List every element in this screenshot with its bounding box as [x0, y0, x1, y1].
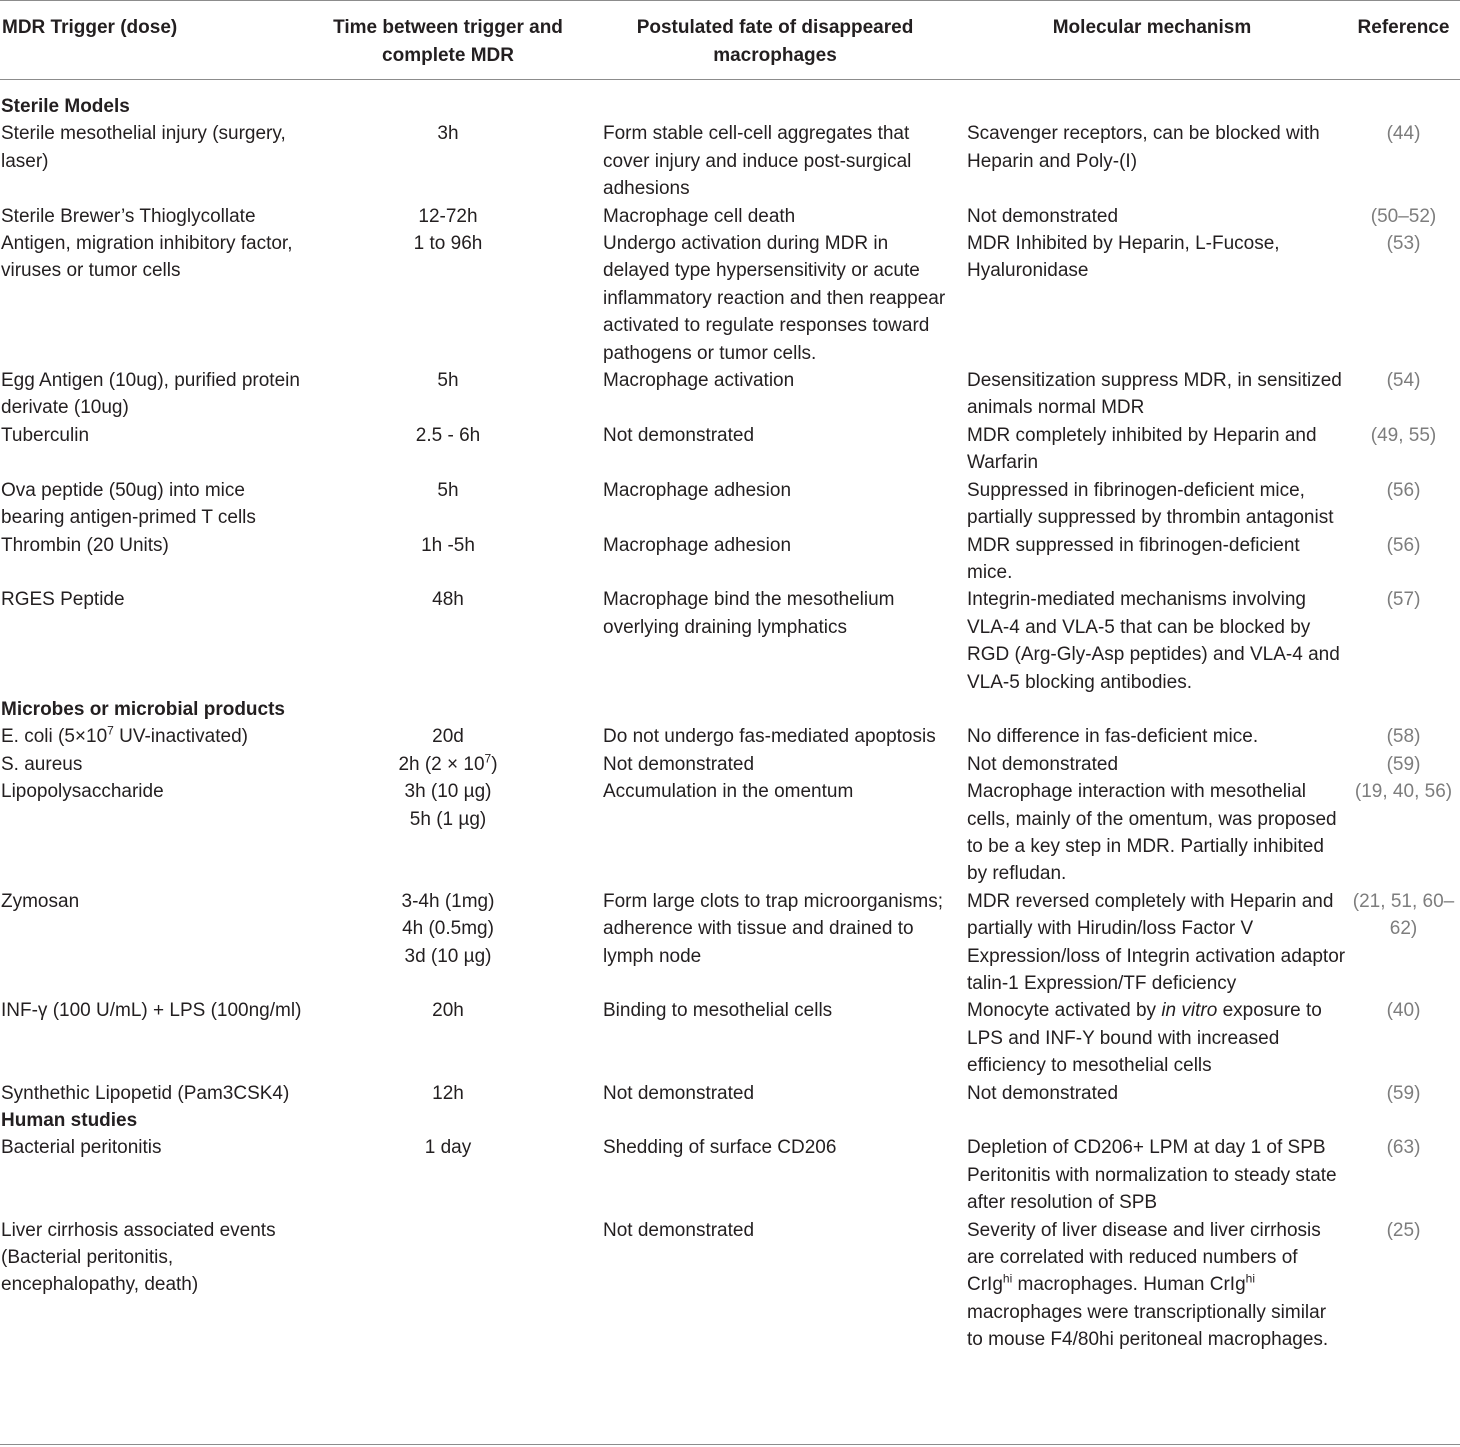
fate-text: Form large clots to trap microorganisms; adherence with tissue and drained to lymph node	[603, 890, 943, 967]
mechanism-cell	[957, 367, 1347, 422]
reference-link[interactable]: 59	[1392, 753, 1415, 775]
reference-link[interactable]: 59	[1392, 1082, 1415, 1104]
trigger-text: Ova peptide (50ug) into mice bearing antigen-primed T cells	[1, 479, 256, 529]
table-row	[0, 888, 1460, 998]
fate-text: Macrophage adhesion	[603, 534, 792, 556]
header-row	[0, 1, 1460, 80]
trigger-text: Thrombin (20 Units)	[1, 534, 169, 556]
fate-text: Do not undergo fas-mediated apoptosis	[603, 726, 936, 748]
time-cell	[303, 230, 593, 367]
mechanism-text: Macrophage interaction with mesothelial cells, mainly of the omentum, was proposed to be a key step in MDR. Partially inhibited by refludan.	[967, 781, 1337, 885]
mechanism-cell	[957, 230, 1347, 367]
time-cell	[303, 723, 593, 750]
reference-cell: (58)	[1386, 726, 1421, 748]
reference-cell: (19, 40, 56)	[1354, 781, 1453, 803]
reference-cell: (59)	[1386, 1082, 1421, 1104]
reference-link[interactable]: 58	[1392, 726, 1415, 748]
trigger-text: Bacterial peritonitis	[1, 1137, 162, 1159]
trigger-text: S. aureus	[1, 753, 83, 775]
time-cell	[303, 1080, 593, 1107]
trigger-cell	[0, 888, 303, 998]
reference-link[interactable]: 49	[1377, 424, 1399, 446]
table-row	[0, 367, 1460, 422]
mechanism-text: Integrin-mediated mechanisms involving VLA-4 and VLA-5 that can be blocked by RGD (Arg-Gly-Asp peptides) and VLA-4 and VLA-5 blocking antibodies.	[967, 589, 1340, 693]
trigger-text-after: UV-inactivated)	[113, 726, 248, 748]
mechanism-text: Severity of liver disease and liver cirrhosis are correlated with reduced numbers of CrIg	[967, 1219, 1321, 1296]
reference-cell: (54)	[1386, 370, 1421, 392]
table-row	[0, 532, 1460, 587]
fate-cell	[593, 203, 957, 230]
fate-text: Form stable cell-cell aggregates that cover injury and induce post-surgical adhesions	[603, 123, 912, 200]
trigger-cell	[0, 1134, 303, 1216]
mechanism-text: Scavenger receptors, can be blocked with Heparin and Poly-(I)	[967, 123, 1320, 172]
trigger-cell	[0, 1080, 303, 1107]
mechanism-sup: hi	[1245, 1272, 1255, 1287]
table-row	[0, 422, 1460, 477]
trigger-text: Zymosan	[1, 890, 80, 912]
trigger-cell	[0, 723, 303, 750]
fate-text: Not demonstrated	[603, 753, 755, 775]
fate-cell	[593, 1134, 957, 1216]
header-mechanism: Molecular mechanism	[957, 1, 1347, 80]
fate-text: Macrophage bind the mesothelium overlying draining lymphatics	[603, 589, 895, 638]
fate-cell	[593, 532, 957, 587]
trigger-sup: 7	[107, 724, 114, 739]
mechanism-cell	[957, 888, 1347, 998]
mechanism-text: Desensitization suppress MDR, in sensitized animals normal MDR	[967, 370, 1342, 419]
fate-text: Not demonstrated	[603, 1082, 755, 1104]
time-cell	[303, 586, 593, 696]
fate-cell	[593, 230, 957, 367]
time-text: 20h	[432, 1000, 464, 1022]
mechanism-text-after: exposure to LPS and INF-Y bound with increased efficiency to mesothelial cells	[967, 1000, 1322, 1077]
time-cell	[303, 203, 593, 230]
table-row	[0, 586, 1460, 696]
reference-link[interactable]: 51	[1390, 890, 1412, 912]
time-text: 2h (2 × 10	[398, 753, 485, 775]
fate-cell	[593, 723, 957, 750]
time-cell	[303, 997, 593, 1079]
mechanism-text: Not demonstrated	[967, 1082, 1119, 1104]
trigger-cell	[0, 367, 303, 422]
trigger-text: RGES Peptide	[1, 589, 125, 611]
mechanism-text: MDR completely inhibited by Heparin and Warfarin	[967, 424, 1317, 474]
time-cell	[303, 120, 593, 202]
time-text: 20d	[432, 726, 464, 748]
trigger-text: Egg Antigen (10ug), purified protein derivate (10ug)	[1, 370, 300, 419]
reference-cell: (25)	[1386, 1219, 1421, 1241]
header-trigger: MDR Trigger (dose)	[0, 1, 303, 80]
section-row	[0, 80, 1460, 121]
fate-cell	[593, 120, 957, 202]
trigger-text: Sterile mesothelial injury (surgery, laser)	[1, 123, 286, 172]
time-cell	[303, 778, 593, 888]
mechanism-em: in vitro	[1161, 1000, 1218, 1022]
reference-link[interactable]: 40	[1392, 781, 1415, 803]
fate-cell	[593, 586, 957, 696]
trigger-cell	[0, 203, 303, 230]
header-time: Time between trigger and complete MDR	[303, 1, 593, 80]
fate-text: Shedding of surface CD206	[603, 1137, 837, 1159]
trigger-cell	[0, 120, 303, 202]
table-row	[0, 203, 1460, 230]
mechanism-cell	[957, 751, 1347, 778]
reference-link[interactable]: 25	[1392, 1219, 1415, 1241]
reference-link[interactable]: 53	[1392, 233, 1415, 255]
header-reference: Reference	[1347, 1, 1460, 80]
table-row	[0, 778, 1460, 888]
reference-cell: (59)	[1386, 753, 1421, 775]
mechanism-cell	[957, 997, 1347, 1079]
mechanism-text: Monocyte activated by	[967, 1000, 1162, 1022]
table-row	[0, 1217, 1460, 1354]
mechanism-text-after: macrophages. Human CrIg	[1012, 1274, 1246, 1296]
fate-cell	[593, 997, 957, 1079]
fate-cell	[593, 751, 957, 778]
section-title: Microbes or microbial products	[1, 698, 285, 720]
mechanism-sup: hi	[1002, 1272, 1013, 1287]
time-text: 12-72h	[418, 205, 478, 227]
time-text: 1 to 96h	[413, 233, 483, 255]
time-text: 48h	[432, 589, 464, 611]
mechanism-cell	[957, 778, 1347, 888]
table-body	[0, 80, 1460, 1354]
reference-cell: (56)	[1386, 479, 1421, 501]
reference-cell: (50–52)	[1370, 205, 1437, 227]
trigger-text: Lipopolysaccharide	[1, 781, 164, 803]
reference-link[interactable]: 19	[1361, 781, 1383, 803]
trigger-cell	[0, 751, 303, 778]
time-cell	[303, 422, 593, 477]
fate-text: Undergo activation during MDR in delayed type hypersensitivity or acute inflammatory reaction and then reappear activated to regulate responses toward pathogens or tumor cells.	[603, 233, 946, 364]
reference-cell: (44)	[1386, 123, 1421, 145]
mechanism-text: Not demonstrated	[967, 753, 1119, 775]
mechanism-text: No difference in fas-deficient mice.	[967, 726, 1259, 748]
time-cell	[303, 532, 593, 587]
bottom-rule	[0, 1444, 1460, 1445]
fate-cell	[593, 367, 957, 422]
reference-link[interactable]: 56	[1392, 479, 1415, 501]
trigger-text: INF-γ (100 U/mL) + LPS (100ng/ml)	[1, 1000, 302, 1022]
section-row	[0, 696, 1460, 723]
trigger-text: Liver cirrhosis associated events (Bacterial peritonitis, encephalopathy, death)	[1, 1219, 276, 1296]
fate-cell	[593, 422, 957, 477]
mechanism-text: Suppressed in fibrinogen-deficient mice, partially suppressed by thrombin antagonist	[967, 479, 1334, 529]
mechanism-cell	[957, 1134, 1347, 1216]
mechanism-cell	[957, 1217, 1347, 1354]
trigger-cell	[0, 586, 303, 696]
fate-cell	[593, 778, 957, 888]
time-text: 1 day	[424, 1137, 472, 1159]
reference-link[interactable]: 63	[1392, 1137, 1415, 1159]
mechanism-cell	[957, 203, 1347, 230]
table-row	[0, 1080, 1460, 1107]
time-line: 3d (10 µg)	[404, 945, 492, 967]
mechanism-cell	[957, 422, 1347, 477]
reference-link[interactable]: 56	[1424, 781, 1446, 803]
reference-link[interactable]: 50–52	[1377, 205, 1430, 227]
fate-text: Not demonstrated	[603, 1219, 755, 1241]
header-fate: Postulated fate of disappeared macrophages	[593, 1, 957, 80]
reference-cell: (63)	[1386, 1137, 1421, 1159]
time-text: 2.5 - 6h	[415, 424, 481, 446]
fate-text: Binding to mesothelial cells	[603, 1000, 833, 1022]
table-row	[0, 997, 1460, 1079]
table-row	[0, 1134, 1460, 1216]
mechanism-text: MDR reversed completely with Heparin and partially with Hirudin/loss Factor V Expression/loss of Integrin activation adaptor talin-1 Expression/TF deficiency	[967, 890, 1346, 994]
fate-cell	[593, 477, 957, 532]
mechanism-cell	[957, 586, 1347, 696]
trigger-cell	[0, 422, 303, 477]
fate-text: Not demonstrated	[603, 424, 755, 446]
trigger-text: Tuberculin	[1, 424, 90, 446]
trigger-cell	[0, 477, 303, 532]
trigger-text: Synthethic Lipopetid (Pam3CSK4)	[1, 1082, 290, 1104]
time-line: 5h (1 µg)	[409, 808, 487, 830]
time-line: 4h (0.5mg)	[402, 918, 494, 940]
mechanism-text: MDR Inhibited by Heparin, L-Fucose, Hyaluronidase	[967, 233, 1280, 282]
reference-link[interactable]: 57	[1392, 589, 1415, 611]
table-row	[0, 723, 1460, 750]
table-row	[0, 120, 1460, 202]
mechanism-cell	[957, 1080, 1347, 1107]
time-cell	[303, 367, 593, 422]
reference-link[interactable]: 40	[1392, 1000, 1415, 1022]
fate-text: Macrophage adhesion	[603, 479, 792, 501]
table-row	[0, 230, 1460, 367]
table-header	[0, 1, 1460, 80]
reference-cell: (49, 55)	[1370, 424, 1437, 446]
trigger-cell	[0, 532, 303, 587]
reference-cell: (40)	[1386, 1000, 1421, 1022]
trigger-cell	[0, 997, 303, 1079]
time-text: 1h -5h	[421, 534, 475, 556]
trigger-cell	[0, 230, 303, 367]
mechanism-cell	[957, 532, 1347, 587]
fate-text: Accumulation in the omentum	[603, 781, 854, 803]
mechanism-cell	[957, 120, 1347, 202]
time-cell	[303, 888, 593, 998]
time-cell	[303, 1217, 593, 1354]
reference-cell: (57)	[1386, 589, 1421, 611]
section-row	[0, 1107, 1460, 1134]
table-row	[0, 751, 1460, 778]
fate-cell	[593, 1217, 957, 1354]
time-text: 5h	[437, 370, 459, 392]
fate-text: Macrophage cell death	[603, 205, 796, 227]
reference-link[interactable]: 54	[1392, 370, 1415, 392]
reference-link[interactable]: 55	[1408, 424, 1430, 446]
trigger-text: E. coli (5×10	[1, 726, 108, 748]
reference-link[interactable]: 60–62	[1389, 890, 1455, 940]
reference-link[interactable]: 56	[1392, 534, 1415, 556]
table-row	[0, 477, 1460, 532]
trigger-text: Sterile Brewer’s Thioglycollate	[1, 205, 256, 227]
time-text-after: )	[491, 753, 498, 775]
time-cell	[303, 1134, 593, 1216]
time-cell	[303, 477, 593, 532]
trigger-cell	[0, 778, 303, 888]
mechanism-cell	[957, 723, 1347, 750]
mechanism-text: MDR suppressed in fibrinogen-deficient mice.	[967, 534, 1300, 583]
time-text: 12h	[432, 1082, 464, 1104]
trigger-cell	[0, 1217, 303, 1354]
fate-text: Macrophage activation	[603, 370, 795, 392]
reference-cell: (21, 51, 60–62)	[1352, 890, 1455, 940]
time-text: 3h	[437, 123, 459, 145]
reference-link[interactable]: 21	[1359, 890, 1381, 912]
fate-cell	[593, 888, 957, 998]
mechanism-text-after: macrophages were transcriptionally similar to mouse F4/80hi peritoneal macrophages.	[967, 1301, 1329, 1351]
time-text: 5h	[437, 479, 459, 501]
reference-cell: (56)	[1386, 534, 1421, 556]
mechanism-cell	[957, 477, 1347, 532]
section-title: Human studies	[1, 1110, 138, 1132]
time-sup: 7	[484, 751, 492, 766]
mechanism-text: Depletion of CD206+ LPM at day 1 of SPB Peritonitis with normalization to steady state after resolution of SPB	[967, 1137, 1337, 1214]
time-line: 3h (10 µg)	[404, 781, 492, 803]
fate-cell	[593, 1080, 957, 1107]
reference-link[interactable]: 44	[1392, 123, 1415, 145]
trigger-text: Antigen, migration inhibitory factor, viruses or tumor cells	[1, 233, 293, 282]
reference-cell: (53)	[1386, 233, 1421, 255]
mechanism-text: Not demonstrated	[967, 205, 1119, 227]
section-title: Sterile Models	[1, 96, 130, 117]
time-line: 3-4h (1mg)	[401, 890, 495, 912]
time-cell	[303, 751, 593, 778]
